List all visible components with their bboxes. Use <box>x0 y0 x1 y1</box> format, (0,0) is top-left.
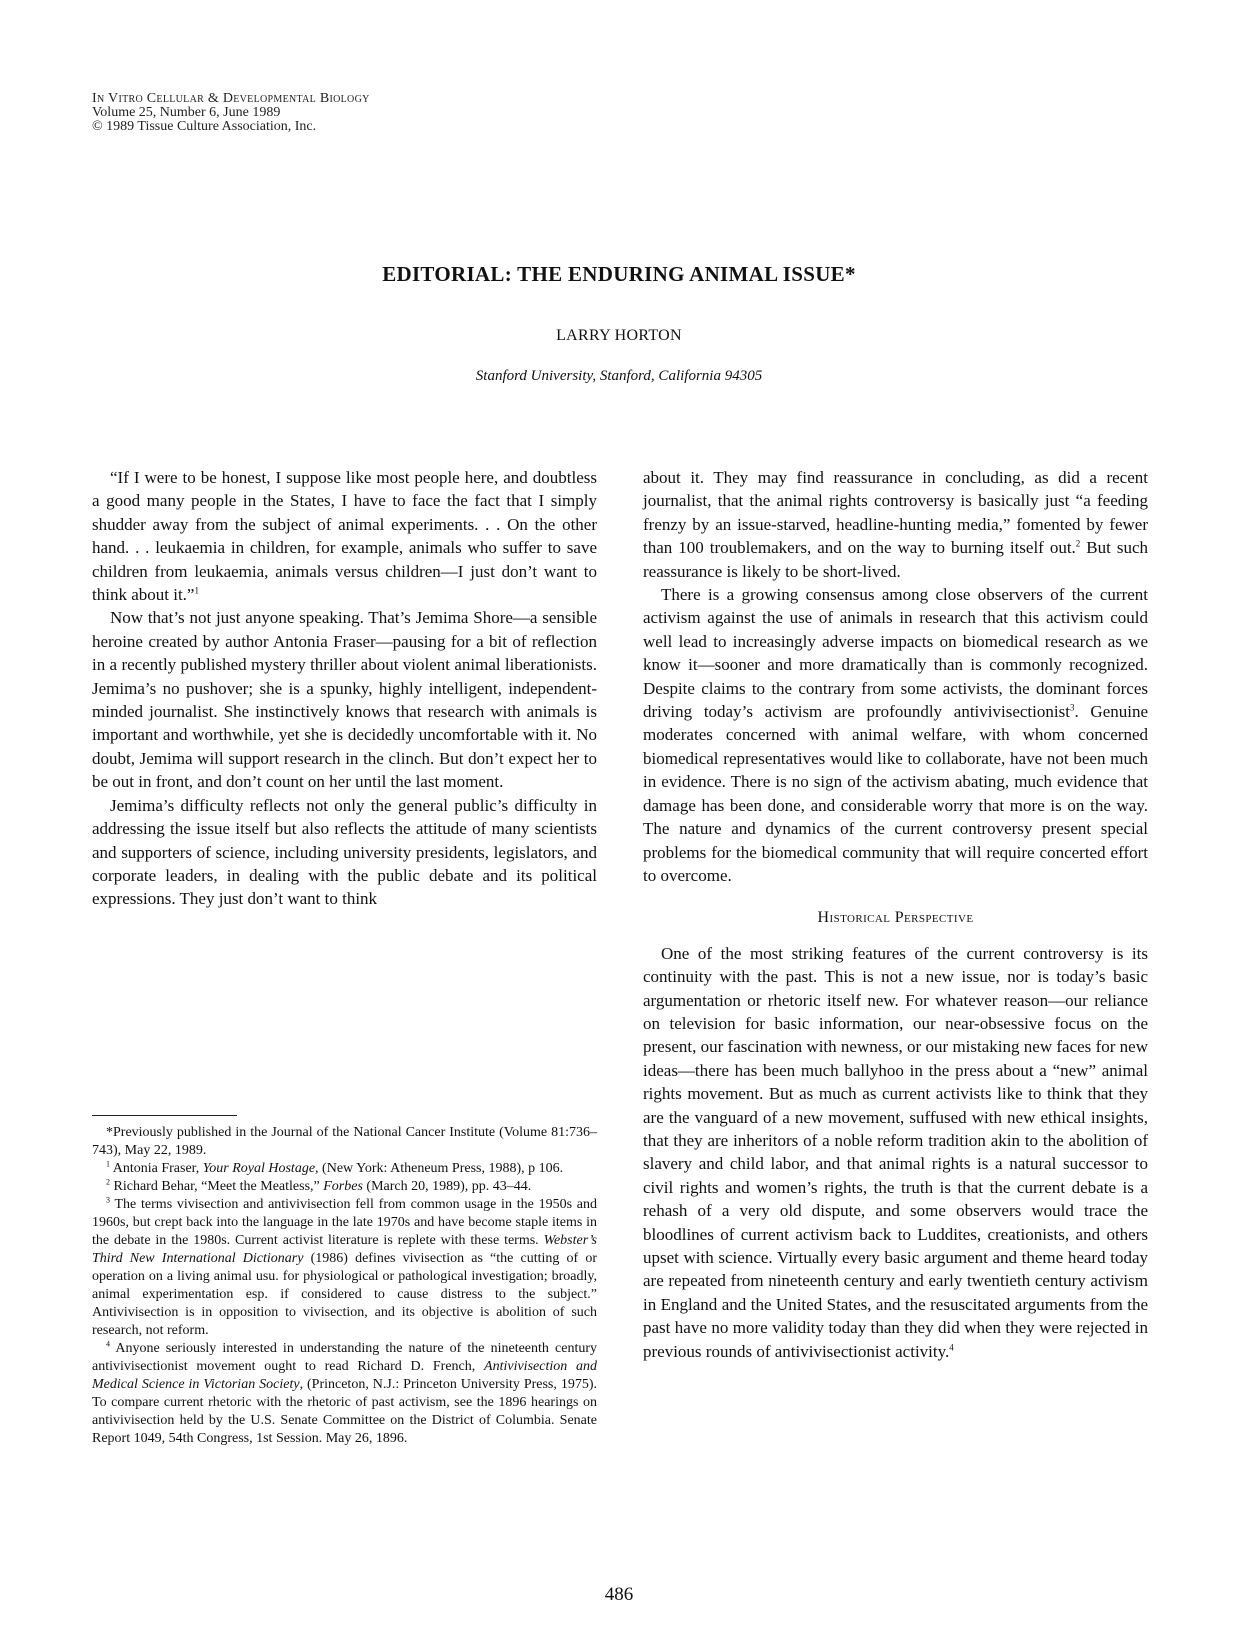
left-column <box>92 466 597 911</box>
paragraph: Now that’s not just anyone speaking. That’s Jemima Shore—a sensible heroine created by author Antonia Fraser—pausing for a bit of reflection in a recently published mystery thriller about violent animal liberationists. Jemima’s no pushover; she is a spunky, highly intelligent, independent-minded journalist. She instinctively knows that research with animals is important and worthwhile, yet she is decidedly uncomfortable with it. No doubt, Jemima will support research in the clinch. But don’t expect her to be out in front, and don’t count on her until the last moment. <box>92 608 597 792</box>
footnote-title: Antivivisection and Medical Science in Victorian Society <box>92 1359 597 1392</box>
footnote-text: , (Princeton, N.J.: Princeton University Press, 1975). To compare current rhetoric with the rhetoric of past activism, see the 1896 hearings on antivivisection held by the U.S. Senate Committee on the District of Columbia. Senate Report 1049, 54th Congress, 1st Session. May 26, 1896. <box>92 1377 597 1446</box>
page-number: 486 <box>604 1584 634 1605</box>
journal-name: In Vitro Cellular & Developmental Biology <box>92 91 370 106</box>
footnote-text: Richard Behar, “Meet the Meatless,” <box>110 1179 324 1194</box>
paragraph-text: There is a growing consensus among close observers of the current activism against the use of animals in research that this activism could well lead to increasingly adverse impacts on biomedical research as we know it—sooner and more dramatically than is commonly recognized. Despite claims to the contrary from some activists, the dominant forces driving today’s activism are profoundly antivivisectionist <box>643 585 1148 722</box>
footnote-mark: 3 <box>106 1195 110 1205</box>
journal-copyright: © 1989 Tissue Culture Association, Inc. <box>92 119 317 134</box>
footnote-title: Forbes <box>323 1179 363 1194</box>
footnote-ref: 1 <box>194 585 199 596</box>
footnotes <box>92 1124 597 1448</box>
footnote-1 <box>92 1160 597 1178</box>
footnote-4 <box>92 1340 597 1448</box>
paragraph-text: about it. They may find reassurance in concluding, as did a recent journalist, that the animal rights controversy is basically just “a feeding frenzy by an issue-starved, headline-hunting media,” fomented by fewer than 100 troublemakers, and on the way to burning itself out. <box>643 468 1148 558</box>
footnote-title: Your Royal Hostage <box>202 1161 316 1176</box>
paragraph <box>92 466 597 606</box>
footnote-text: Anyone seriously interested in understanding the nature of the nineteenth century antivivisectionist movement ought to read Richard D. French, <box>92 1341 597 1374</box>
paragraph <box>643 583 1148 887</box>
paragraph: Jemima’s difficulty reflects not only the general public’s difficulty in addressing the issue itself but also reflects the attitude of many scientists and supporters of science, including university presidents, legislators, and corporate leaders, in dealing with the public debate and its political expressions. They just don’t want to think <box>92 795 597 909</box>
paragraph-text: One of the most striking features of the current controversy is its continuity with the past. This is not a new issue, nor is today’s basic argumentation or rhetoric itself new. For whatever reason—our reliance on television for basic information, our near-obsessive focus on the present, our fascination with newness, or our mistaking new faces for new ideas—there has been much ballyhoo in the press about a “new” animal rights movement. But as much as current activists like to think that they are the vanguard of a new movement, suffused with new ethical insights, that they are inheritors of a noble reform tradition akin to the abolition of slavery and child labor, and that animal rights is a natural successor to civil rights and women’s rights, the truth is that the current debate is a rehash of a very old dispute, and some observers would trace the bloodlines of current activism back to Luddites, creationists, and others upset with science. Virtually every basic argument and theme heard today are repeated from nineteenth century and early twentieth century activism in England and the United States, and the resuscitated arguments from the past have no more validity today than they did when they were rejected in previous rounds of antivivisectionist activity. <box>643 943 1148 1361</box>
paragraph <box>643 466 1148 583</box>
paragraph-text: . Genuine moderates concerned with animal welfare, with whom concerned biomedical representatives would like to collaborate, have not been much in evidence. There is no sign of the activism abating, much evidence that damage has been done, and considerable worry that more is on the way. The nature and dynamics of the current controversy present special problems for the biomedical community that will require concerted effort to overcome. <box>643 702 1149 885</box>
footnote-title: Webster’s Third New International Dictionary <box>92 1233 597 1266</box>
paragraph-text: But such reassurance is likely to be short-lived. <box>643 538 1148 581</box>
footnote-text: , (New York: Atheneum Press, 1988), p 106. <box>315 1161 564 1176</box>
footnote-3 <box>92 1196 597 1340</box>
footnote-ref: 4 <box>949 1341 954 1352</box>
footnote-text: (1986) defines vivisection as “the cutting of or operation on a living animal usu. for physiological or pathological investigation; broadly, animal experimentation esp. if considered to cause distress to the subject.” Antivivisection is in opposition to vivisection, and its objective is abolition of such research, not reform. <box>92 1251 597 1338</box>
footnote-ref: 2 <box>1075 538 1081 549</box>
footnote-mark: 2 <box>106 1177 110 1187</box>
journal-header <box>92 92 692 134</box>
footnote-ref: 3 <box>1069 702 1075 713</box>
footnote-text: (March 20, 1989), pp. 43–44. <box>362 1179 532 1194</box>
footnote-mark: 4 <box>106 1339 110 1349</box>
footnote-2 <box>92 1178 597 1196</box>
paragraph <box>643 942 1148 1363</box>
section-heading: Historical Perspective <box>817 909 974 927</box>
author-affiliation: Stanford University, Stanford, California 94305 <box>475 368 763 384</box>
footnote-text: Antonia Fraser, <box>110 1161 203 1176</box>
footnote-divider <box>92 1115 237 1116</box>
paragraph-text: “If I were to be honest, I suppose like most people here, and doubtless a good many people in the States, I have to face the fact that I simply shudder away from the subject of animal experiments. . . On the other hand. . . leukaemia in children, for example, animals who suffer to save children from leukaemia, animals versus children—I just don’t want to think about it.” <box>92 468 597 605</box>
footnote-mark: 1 <box>106 1159 110 1169</box>
article-author: LARRY HORTON <box>556 327 682 344</box>
journal-volume: Volume 25, Number 6, June 1989 <box>92 105 281 120</box>
right-column <box>643 466 1148 1363</box>
footnote-text: The terms vivisection and antivivisection fell from common usage in the 1950s and 1960s, but crept back into the language in the late 1970s and have become staple items in the debate in the 1980s. Current activist literature is replete with these terms. <box>92 1197 597 1248</box>
article-title: EDITORIAL: THE ENDURING ANIMAL ISSUE* <box>382 262 856 286</box>
footnote-star: *Previously published in the Journal of the National Cancer Institute (Volume 81:736–743), May 22, 1989. <box>92 1125 597 1158</box>
